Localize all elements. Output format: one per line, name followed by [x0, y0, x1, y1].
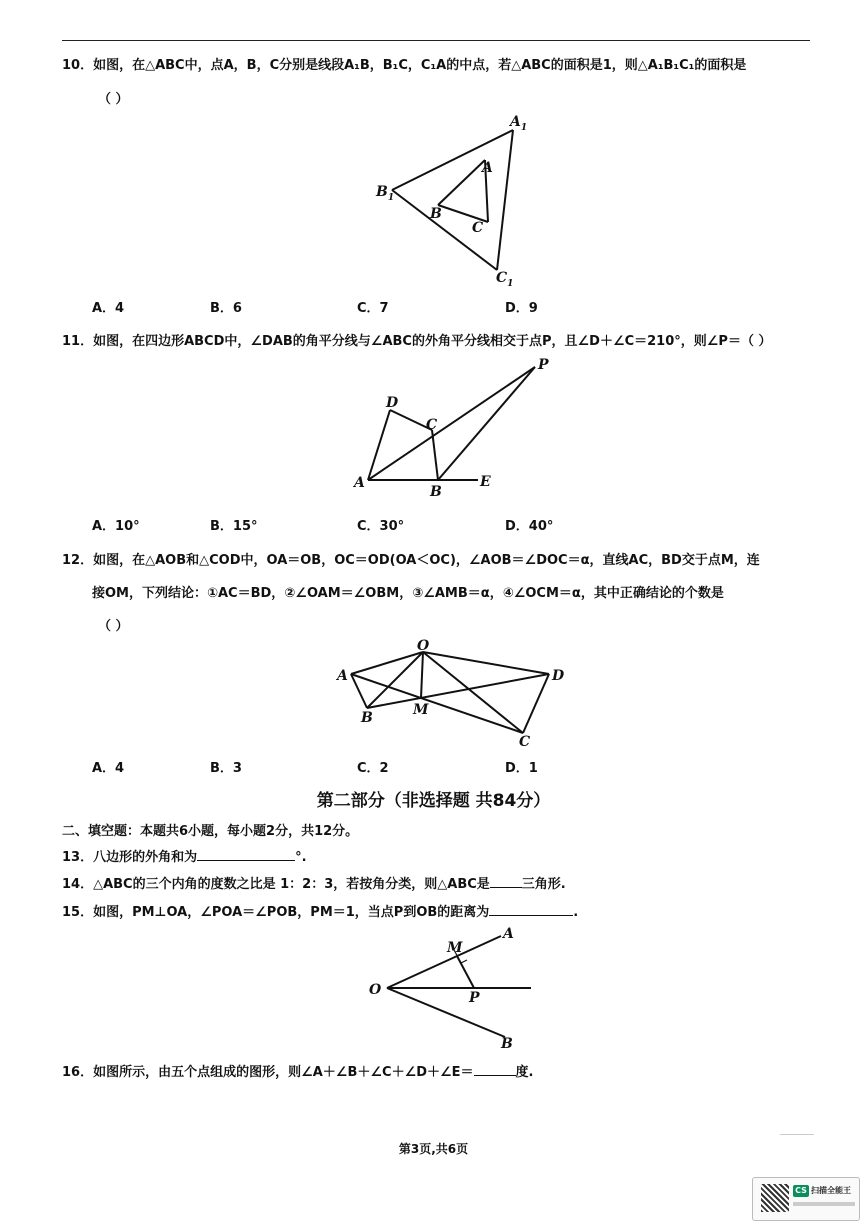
q12-option-d[interactable]: D．1	[505, 761, 538, 776]
q12-option-a[interactable]: A．4	[92, 761, 125, 776]
q12-text-line2: 接OM，下列结论：①AC＝BD，②∠OAM＝∠OBM，③∠AMB＝α，④∠OCM＝α，其中正确结论的个数是	[92, 586, 724, 601]
q12-label-o: O	[417, 638, 430, 654]
q15-answer-blank[interactable]	[489, 903, 573, 916]
q11-edge-ad	[368, 410, 390, 480]
q12-label-c: C	[519, 734, 531, 750]
stamp-text: 扫描全能王	[811, 1186, 851, 1195]
q15-label-p: P	[469, 990, 480, 1006]
q10-option-d[interactable]: D．9	[505, 301, 538, 316]
q10-label-a1: $A_1$	[510, 114, 528, 133]
q15-text: 15．如图，PM⊥OA，∠POA＝∠POB，PM＝1，当点P到OB的距离为	[62, 905, 490, 920]
q12-edge-om	[421, 652, 423, 698]
q15	[62, 901, 578, 920]
q14-text: 14．△ABC的三个内角的度数之比是 1：2：3，若按角分类，则△ABC是	[62, 877, 490, 892]
footer-rule	[780, 1134, 814, 1135]
q12-option-b[interactable]: B．3	[210, 761, 242, 776]
q10-label-c: C	[472, 220, 484, 236]
q13-answer-blank[interactable]	[197, 848, 295, 861]
q11-option-c[interactable]: C．30°	[357, 519, 405, 534]
q12-figure	[335, 638, 570, 748]
q11-edge-cb	[432, 430, 438, 480]
q10-label-b: B	[430, 206, 442, 222]
q10-edge-c1a1	[497, 130, 513, 270]
q13-suffix: °.	[295, 850, 307, 865]
q15-label-a: A	[503, 926, 514, 942]
q14	[62, 873, 566, 892]
q11-label-d: D	[386, 395, 399, 411]
q12-text-line1: 12．如图，在△AOB和△COD中，OA＝OB，OC＝OD(OA＜OC)，∠AOB＝∠DOC＝α，直线AC，BD交于点M，连	[62, 553, 760, 568]
q16-answer-blank[interactable]	[474, 1063, 516, 1076]
q12-label-m: M	[413, 702, 429, 718]
q12-edge-oc	[423, 652, 523, 733]
q12-paren: （ ）	[98, 619, 129, 634]
q16	[62, 1061, 534, 1080]
page-number: 第3页,共6页	[398, 1142, 469, 1156]
q11-label-p: P	[538, 357, 549, 373]
q12-label-d: D	[552, 668, 565, 684]
top-rule	[62, 40, 810, 41]
q10-option-a[interactable]: A．4	[92, 301, 125, 316]
qr-code-icon	[761, 1184, 789, 1212]
q12-edge-od	[423, 652, 549, 674]
q15-right-angle-b	[461, 960, 467, 963]
q15-label-b: B	[501, 1036, 513, 1052]
q11-label-e: E	[480, 474, 491, 490]
q15-figure	[365, 922, 545, 1052]
q13-text: 13．八边形的外角和为	[62, 850, 198, 865]
q11-label-b: B	[430, 484, 442, 500]
q16-text: 16．如图所示，由五个点组成的图形，则∠A＋∠B＋∠C＋∠D＋∠E＝	[62, 1065, 474, 1080]
cs-badge-icon: CS	[793, 1185, 809, 1197]
q12-option-c[interactable]: C．2	[357, 761, 389, 776]
q11-label-a: A	[354, 475, 365, 491]
q14-suffix: 三角形.	[521, 877, 566, 892]
q10-option-b[interactable]: B．6	[210, 301, 242, 316]
stamp-subline	[793, 1202, 855, 1206]
q10-edge-a1b1	[392, 130, 513, 190]
q10-label-a: A	[482, 160, 493, 176]
q16-suffix: 度.	[515, 1065, 534, 1080]
q15-ray-oa	[387, 936, 501, 988]
q11-option-b[interactable]: B．15°	[210, 519, 258, 534]
q10-figure	[370, 110, 530, 290]
q12-edge-dc	[523, 674, 549, 733]
q12-label-a: A	[337, 668, 348, 684]
section-title: 第二部分（非选择题 共84分）	[316, 791, 551, 811]
q10-label-b1: $B_1$	[376, 184, 395, 203]
fill-in-header: 二、填空题：本题共6小题，每小题2分，共12分。	[62, 824, 359, 839]
q11-text: 11．如图，在四边形ABCD中，∠DAB的角平分线与∠ABC的外角平分线相交于点P，且∠D＋∠C＝210°，则∠P＝（ ）	[62, 334, 772, 349]
q10-edge-ab	[438, 160, 485, 205]
scanner-watermark	[752, 1177, 860, 1221]
q12-label-b: B	[361, 710, 373, 726]
q15-label-m: M	[447, 940, 463, 956]
q11-figure	[350, 355, 555, 500]
q10-option-c[interactable]: C．7	[357, 301, 389, 316]
q11-label-c: C	[426, 417, 438, 433]
q15-suffix: .	[573, 905, 579, 920]
q14-answer-blank[interactable]	[490, 875, 522, 888]
q15-label-o: O	[369, 982, 382, 998]
q11-option-d[interactable]: D．40°	[505, 519, 554, 534]
q15-ray-ob	[387, 988, 505, 1037]
q10-label-c1: $C_1$	[496, 270, 514, 289]
q11-option-a[interactable]: A．10°	[92, 519, 140, 534]
q10-text: 10．如图，在△ABC中，点A，B，C分别是线段A₁B，B₁C，C₁A的中点，若△ABC的面积是1，则△A₁B₁C₁的面积是	[62, 58, 747, 73]
q10-paren: （ ）	[98, 92, 129, 107]
q13	[62, 846, 307, 865]
